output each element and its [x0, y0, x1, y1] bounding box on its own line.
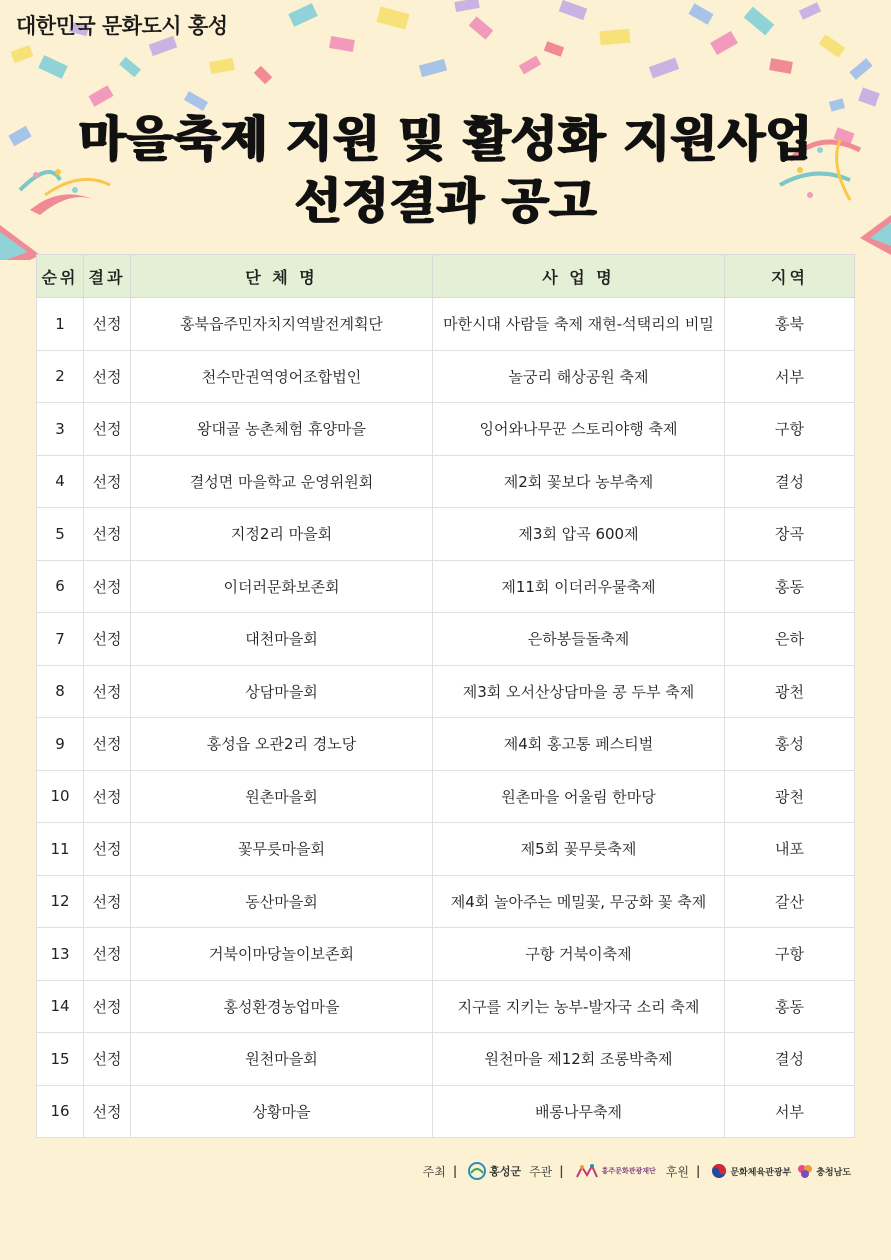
rank-cell: 5 — [37, 508, 84, 561]
region-cell: 서부 — [725, 350, 855, 403]
organization-cell: 대천마을회 — [131, 613, 433, 666]
col-header-rank: 순위 — [37, 255, 84, 298]
project-cell: 제4회 홍고통 페스티벌 — [433, 718, 725, 771]
foundation-logo: 홍주문화관광재단 — [575, 1163, 656, 1179]
rank-cell: 9 — [37, 718, 84, 771]
table-row — [37, 928, 855, 981]
result-cell: 선정 — [84, 613, 131, 666]
project-cell: 은하봉들돌축제 — [433, 613, 725, 666]
organization-cell: 원촌마을회 — [131, 770, 433, 823]
table-row — [37, 1085, 855, 1138]
project-cell: 잉어와나무꾼 스토리야행 축제 — [433, 403, 725, 456]
selection-results-table — [36, 254, 855, 1138]
project-cell: 원촌마을 어울림 한마당 — [433, 770, 725, 823]
result-cell: 선정 — [84, 1033, 131, 1086]
region-cell: 결성 — [725, 455, 855, 508]
organization-cell: 원천마을회 — [131, 1033, 433, 1086]
result-cell: 선정 — [84, 718, 131, 771]
organization-cell: 홍북읍주민자치지역발전계획단 — [131, 298, 433, 351]
organization-cell: 상황마을 — [131, 1085, 433, 1138]
rank-cell: 7 — [37, 613, 84, 666]
result-cell: 선정 — [84, 350, 131, 403]
project-cell: 제5회 꽃무릇축제 — [433, 823, 725, 876]
result-cell: 선정 — [84, 665, 131, 718]
chungnam-logo: 충청남도 — [797, 1163, 851, 1179]
rank-cell: 16 — [37, 1085, 84, 1138]
result-cell: 선정 — [84, 455, 131, 508]
sponsor-label: 후원 — [665, 1164, 689, 1179]
page-title: 마을축제 지원 및 활성화 지원사업 — [78, 111, 813, 167]
region-cell: 갈산 — [725, 875, 855, 928]
hongseong-logo: 홍성군 — [468, 1162, 521, 1180]
table-row — [37, 1033, 855, 1086]
result-cell: 선정 — [84, 560, 131, 613]
region-cell: 광천 — [725, 770, 855, 823]
project-cell: 지구를 지키는 농부-발자국 소리 축제 — [433, 980, 725, 1033]
footer-credits: 주최 | 홍성군 주관 | 홍주문화관광재단 후원 | 문화체육관광부 충청남도 — [422, 1164, 851, 1179]
col-header-result: 결과 — [84, 255, 131, 298]
project-cell: 원천마을 제12회 조롱박축제 — [433, 1033, 725, 1086]
organization-cell: 왕대골 농촌체험 휴양마을 — [131, 403, 433, 456]
region-cell: 홍성 — [725, 718, 855, 771]
result-cell: 선정 — [84, 928, 131, 981]
project-cell: 제2회 꽃보다 농부축제 — [433, 455, 725, 508]
table-row — [37, 508, 855, 561]
table-row — [37, 298, 855, 351]
taegeuk-icon — [711, 1163, 727, 1179]
rank-cell: 4 — [37, 455, 84, 508]
result-cell: 선정 — [84, 1085, 131, 1138]
result-cell: 선정 — [84, 823, 131, 876]
region-cell: 서부 — [725, 1085, 855, 1138]
region-cell: 구항 — [725, 928, 855, 981]
project-cell: 제3회 압곡 600제 — [433, 508, 725, 561]
project-cell: 제11회 이더러우물축제 — [433, 560, 725, 613]
rank-cell: 15 — [37, 1033, 84, 1086]
result-cell: 선정 — [84, 298, 131, 351]
region-cell: 결성 — [725, 1033, 855, 1086]
region-cell: 홍북 — [725, 298, 855, 351]
rank-cell: 3 — [37, 403, 84, 456]
organizer-label: 주관 — [529, 1164, 553, 1179]
rank-cell: 14 — [37, 980, 84, 1033]
result-cell: 선정 — [84, 508, 131, 561]
col-header-organization: 단 체 명 — [131, 255, 433, 298]
rank-cell: 8 — [37, 665, 84, 718]
organization-cell: 동산마을회 — [131, 875, 433, 928]
page-subtitle: 선정결과 공고 — [294, 173, 597, 229]
rank-cell: 1 — [37, 298, 84, 351]
organization-cell: 거북이마당놀이보존회 — [131, 928, 433, 981]
rank-cell: 2 — [37, 350, 84, 403]
table-row — [37, 403, 855, 456]
mcst-logo: 문화체육관광부 — [711, 1163, 791, 1179]
table-row — [37, 455, 855, 508]
host-label: 주최 — [422, 1164, 446, 1179]
result-cell: 선정 — [84, 980, 131, 1033]
rank-cell: 12 — [37, 875, 84, 928]
table-row — [37, 770, 855, 823]
hongseong-logo-icon — [468, 1162, 486, 1180]
table-row — [37, 875, 855, 928]
region-cell: 내포 — [725, 823, 855, 876]
region-cell: 구항 — [725, 403, 855, 456]
organization-cell: 꽃무릇마을회 — [131, 823, 433, 876]
region-cell: 홍동 — [725, 560, 855, 613]
table-row — [37, 560, 855, 613]
city-brand: 대한민국 문화도시 홍성 — [16, 14, 228, 38]
rank-cell: 13 — [37, 928, 84, 981]
col-header-project: 사 업 명 — [433, 255, 725, 298]
result-cell: 선정 — [84, 770, 131, 823]
organization-cell: 지정2리 마을회 — [131, 508, 433, 561]
region-cell: 홍동 — [725, 980, 855, 1033]
rank-cell: 11 — [37, 823, 84, 876]
table-row — [37, 718, 855, 771]
region-cell: 은하 — [725, 613, 855, 666]
project-cell: 구항 거북이축제 — [433, 928, 725, 981]
organization-cell: 결성면 마을학교 운영위원회 — [131, 455, 433, 508]
project-cell: 제4회 놀아주는 메밀꽃, 무궁화 꽃 축제 — [433, 875, 725, 928]
result-cell: 선정 — [84, 875, 131, 928]
organization-cell: 상담마을회 — [131, 665, 433, 718]
organization-cell: 이더러문화보존회 — [131, 560, 433, 613]
rank-cell: 10 — [37, 770, 84, 823]
region-cell: 장곡 — [725, 508, 855, 561]
organization-cell: 천수만권역영어조합법인 — [131, 350, 433, 403]
organization-cell: 홍성환경농업마을 — [131, 980, 433, 1033]
project-cell: 마한시대 사람들 축제 재현-석택리의 비밀 — [433, 298, 725, 351]
table-row — [37, 823, 855, 876]
col-header-region: 지역 — [725, 255, 855, 298]
table-row — [37, 613, 855, 666]
rank-cell: 6 — [37, 560, 84, 613]
region-cell: 광천 — [725, 665, 855, 718]
result-cell: 선정 — [84, 403, 131, 456]
foundation-logo-icon — [575, 1163, 599, 1179]
project-cell: 제3회 오서산상담마을 콩 두부 축제 — [433, 665, 725, 718]
project-cell: 배롱나무축제 — [433, 1085, 725, 1138]
table-row — [37, 665, 855, 718]
table-header-row — [37, 255, 855, 298]
table-row — [37, 980, 855, 1033]
project-cell: 놀궁리 해상공원 축제 — [433, 350, 725, 403]
chungnam-logo-icon — [797, 1163, 813, 1179]
table-row — [37, 350, 855, 403]
organization-cell: 홍성읍 오관2리 경노당 — [131, 718, 433, 771]
